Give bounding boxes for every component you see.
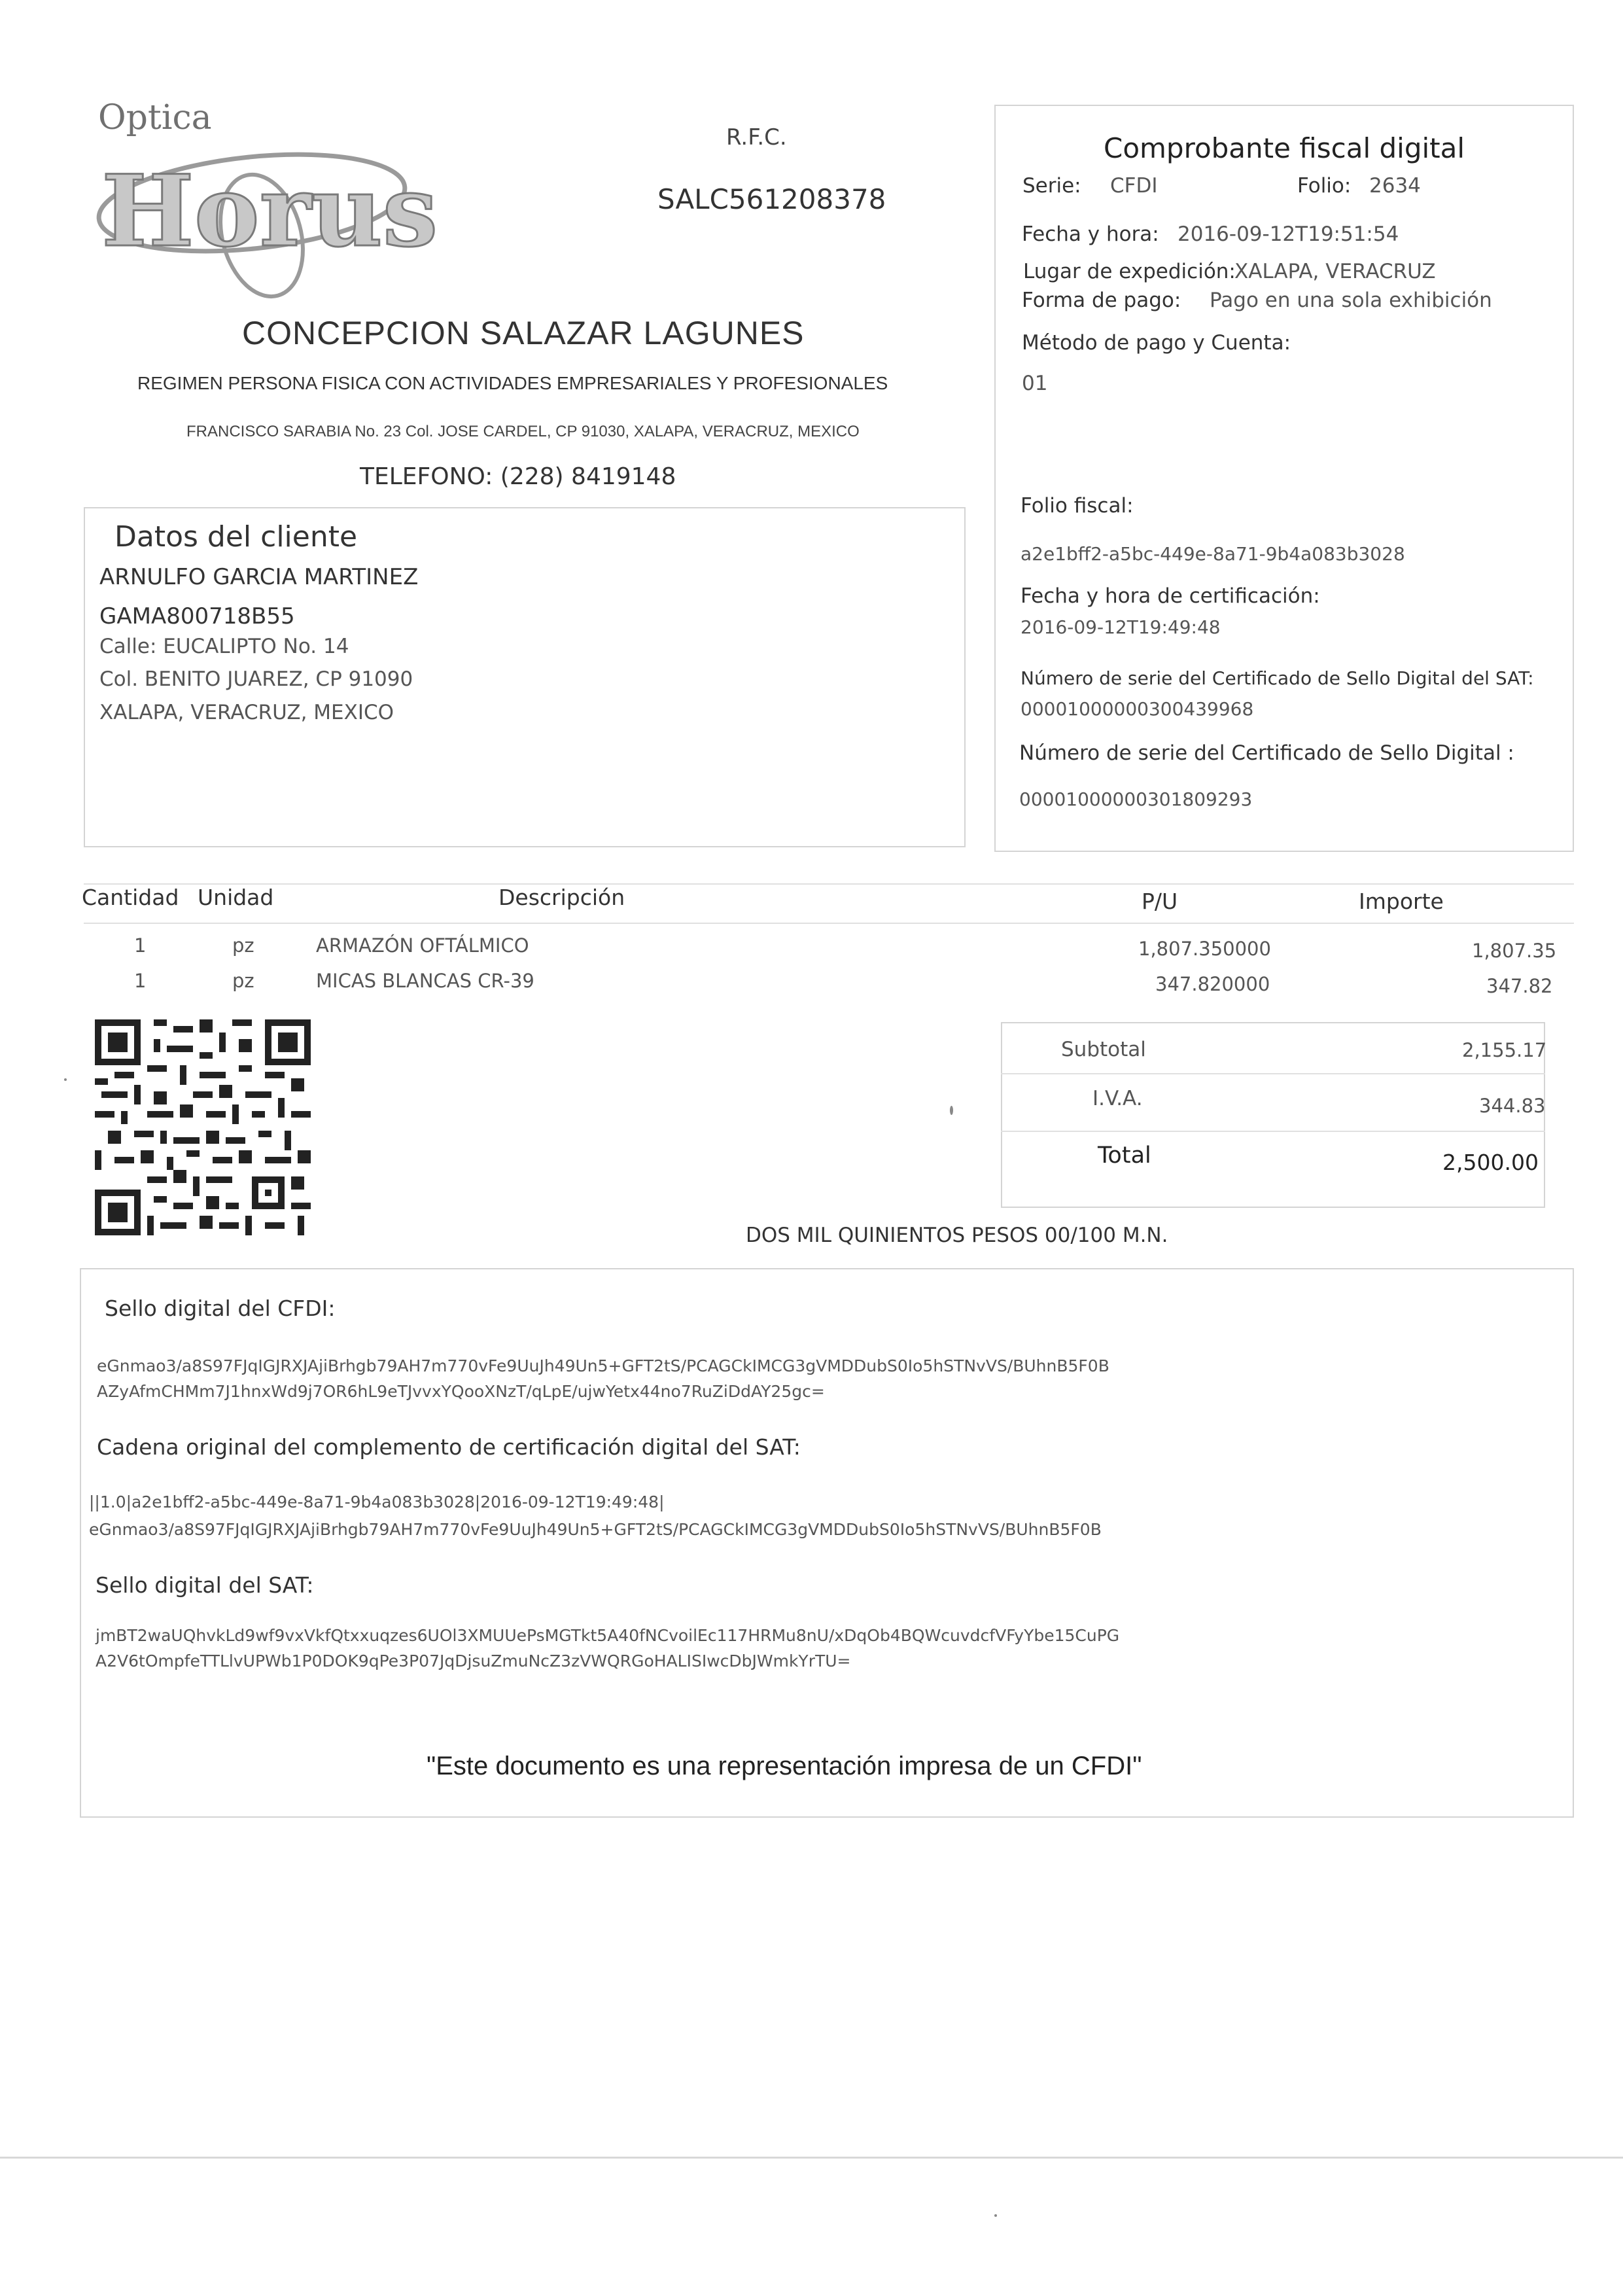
serie-value: CFDI	[1110, 174, 1158, 198]
row2-unidad: pz	[232, 970, 254, 992]
row1-unidad: pz	[232, 934, 254, 957]
cadena-original-line-1: ||1.0|a2e1bff2-a5bc-449e-8a71-9b4a083b3028|2016-09-12T19:49:48|	[89, 1492, 665, 1511]
svg-text:Horus: Horus	[101, 154, 438, 269]
sat-seal-line-2: A2V6tOmpfeTTLlvUPWb1P0DOK9qPe3P07JqDjsuZmuNcZ3zVWQRGoHALISIwcDbJWmkYrTU=	[96, 1651, 851, 1670]
row1-cantidad: 1	[134, 934, 147, 957]
col-header-descripcion: Descripción	[498, 885, 625, 910]
client-title: Datos del cliente	[114, 520, 358, 554]
cfdi-qr-code	[95, 1019, 311, 1235]
forma-pago-value: Pago en una sola exhibición	[1210, 289, 1492, 312]
total-label: Total	[1098, 1142, 1151, 1169]
scan-speck	[950, 1106, 953, 1115]
fiscal-info-box	[994, 105, 1574, 852]
cadena-original-line-2: eGnmao3/a8S97FJqIGJRXJAjiBrhgb79AH7m770vFe9UuJh49Un5+GFT2tS/PCAGCkIMCG3gVMDDubS0Io5hSTNvVS/BUhnB5F0B	[89, 1520, 1102, 1539]
rfc-label: R.F.C.	[726, 124, 787, 150]
fecha-label: Fecha y hora:	[1022, 222, 1159, 246]
cadena-original-title: Cadena original del complemento de certificación digital del SAT:	[97, 1434, 801, 1460]
company-phone: TELEFONO: (228) 8419148	[360, 463, 676, 490]
scan-page-edge	[0, 2157, 1623, 2159]
folio-label: Folio:	[1297, 174, 1352, 198]
horus-logo	[88, 131, 455, 321]
cert-value: 00001000000301809293	[1019, 788, 1253, 810]
client-name: ARNULFO GARCIA MARTINEZ	[99, 564, 419, 590]
cfdi-seal-line-2: AZyAfmCHMm7J1hnxWd9j7OR6hL9eTJvvxYQooXNzT/qLpE/ujwYetx44no7RuZiDdAY25gc=	[97, 1382, 825, 1401]
cfdi-representation-note: "Este documento es una representación impresa de un CFDI"	[427, 1752, 1142, 1780]
cfdi-seal-title: Sello digital del CFDI:	[105, 1296, 336, 1321]
row2-cantidad: 1	[134, 970, 147, 992]
tax-regime: REGIMEN PERSONA FISICA CON ACTIVIDADES EMPRESARIALES Y PROFESIONALES	[137, 373, 888, 393]
scan-speck	[994, 2214, 997, 2217]
row1-importe: 1,807.35	[1472, 940, 1557, 962]
company-address: FRANCISCO SARABIA No. 23 Col. JOSE CARDEL, CP 91030, XALAPA, VERACRUZ, MEXICO	[186, 423, 860, 440]
totals-divider-1	[1001, 1073, 1545, 1074]
company-name: CONCEPCION SALAZAR LAGUNES	[242, 315, 805, 351]
row2-descripcion: MICAS BLANCAS CR-39	[316, 970, 534, 992]
client-rfc: GAMA800718B55	[99, 603, 295, 629]
cert-label: Número de serie del Certificado de Sello Digital :	[1019, 741, 1514, 765]
iva-value: 344.83	[1479, 1095, 1546, 1117]
sat-cert-label: Número de serie del Certificado de Sello Digital del SAT:	[1021, 667, 1534, 689]
col-header-importe: Importe	[1359, 889, 1444, 914]
row1-pu: 1,807.350000	[1138, 938, 1271, 960]
lugar-value: XALAPA, VERACRUZ	[1234, 260, 1436, 283]
cert-date-label: Fecha y hora de certificación:	[1021, 584, 1320, 608]
serie-label: Serie:	[1022, 174, 1081, 198]
fecha-value: 2016-09-12T19:51:54	[1178, 222, 1399, 246]
metodo-pago-value: 01	[1022, 372, 1048, 395]
sat-cert-value: 00001000000300439968	[1021, 698, 1254, 720]
client-street: Calle: EUCALIPTO No. 14	[99, 635, 349, 658]
row1-descripcion: ARMAZÓN OFTÁLMICO	[316, 934, 529, 957]
sat-seal-line-1: jmBT2waUQhvkLd9wf9vxVkfQtxxuqzes6UOl3XMUUePsMGTkt5A40fNCvoilEc117HRMu8nU/xDqOb4BQWcuvdcfVFyYbe15CuPG	[96, 1626, 1120, 1645]
forma-pago-label: Forma de pago:	[1022, 289, 1181, 312]
items-header-bottom-rule	[84, 923, 1574, 924]
total-value: 2,500.00	[1442, 1150, 1539, 1175]
row2-importe: 347.82	[1486, 975, 1553, 997]
cfdi-seal-line-1: eGnmao3/a8S97FJqIGJRXJAjiBrhgb79AH7m770vFe9UuJh49Un5+GFT2tS/PCAGCkIMCG3gVMDDubS0Io5hSTNvVS/BUhnB5F0B	[97, 1356, 1109, 1375]
cert-date-value: 2016-09-12T19:49:48	[1021, 616, 1221, 638]
metodo-pago-label: Método de pago y Cuenta:	[1022, 331, 1291, 355]
totals-divider-2	[1001, 1131, 1545, 1132]
col-header-pu: P/U	[1142, 889, 1178, 914]
folio-value: 2634	[1369, 174, 1421, 198]
subtotal-label: Subtotal	[1061, 1038, 1146, 1061]
subtotal-value: 2,155.17	[1462, 1039, 1547, 1061]
client-colony: Col. BENITO JUAREZ, CP 91090	[99, 667, 413, 691]
folio-fiscal-label: Folio fiscal:	[1021, 494, 1134, 518]
iva-label: I.V.A.	[1092, 1087, 1143, 1110]
row2-pu: 347.820000	[1155, 973, 1270, 995]
seals-box	[80, 1268, 1574, 1818]
scan-speck	[64, 1078, 67, 1081]
client-city: XALAPA, VERACRUZ, MEXICO	[99, 701, 394, 724]
amount-in-words: DOS MIL QUINIENTOS PESOS 00/100 M.N.	[746, 1224, 1168, 1247]
sat-seal-title: Sello digital del SAT:	[96, 1572, 314, 1598]
logo-optica-text: Optica	[98, 98, 212, 137]
rfc-value: SALC561208378	[657, 183, 886, 215]
col-header-unidad: Unidad	[198, 885, 274, 910]
items-header-top-rule	[84, 883, 1574, 885]
lugar-label: Lugar de expedición:	[1023, 260, 1236, 283]
folio-fiscal-value: a2e1bff2-a5bc-449e-8a71-9b4a083b3028	[1021, 543, 1405, 565]
fiscal-title: Comprobante fiscal digital	[1104, 132, 1465, 164]
col-header-cantidad: Cantidad	[82, 885, 179, 910]
